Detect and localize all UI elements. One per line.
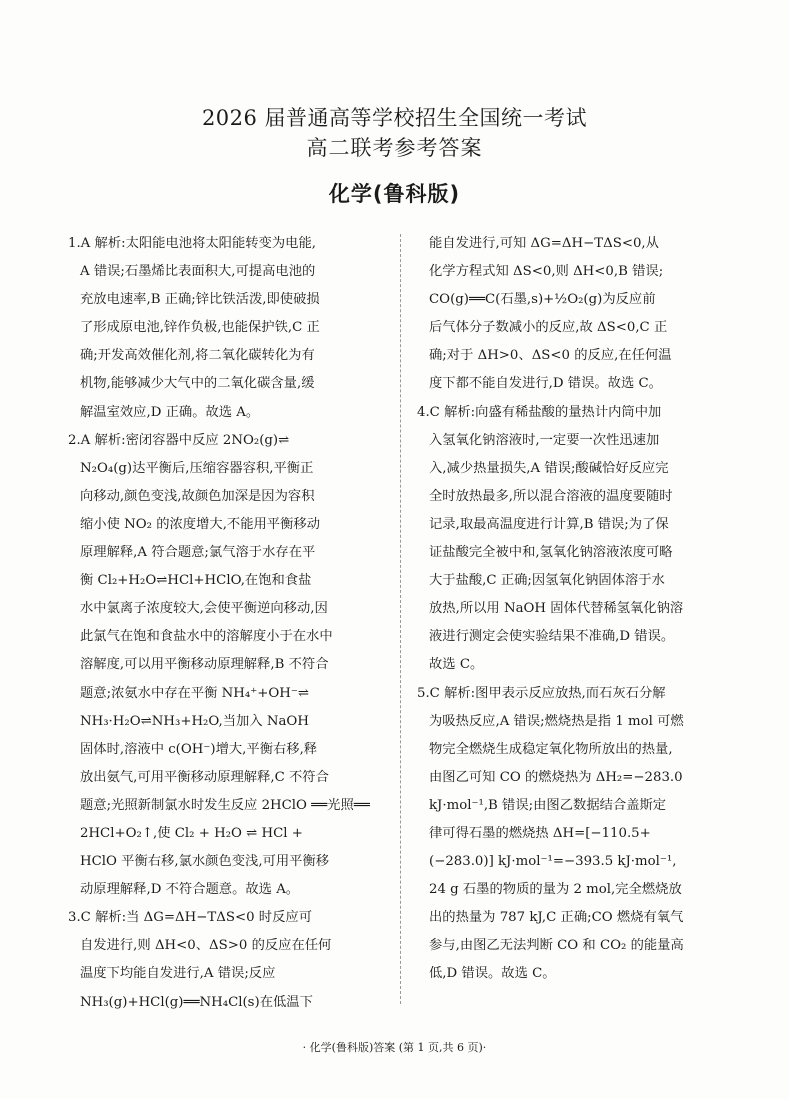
column-divider <box>400 234 401 1004</box>
text-line: 2.A 解析:密闭容器中反应 2NO₂(g)⇌ <box>68 432 290 448</box>
left-column <box>68 230 384 1017</box>
text-line: 题意;光照新制氯水时发生反应 2HClO ══光照══ <box>80 797 370 813</box>
text-line: 机物,能够减少大气中的二氧化碳含量,缓 <box>80 376 315 392</box>
text-line: 全时放热最多,所以混合溶液的温度要随时 <box>429 488 673 504</box>
text-line: 温度下均能自发进行,A 错误;反应 <box>80 966 276 982</box>
text-line: 固体时,溶液中 c(OH⁻)增大,平衡右移,释 <box>80 741 318 757</box>
text-line: 度下都不能自发进行,D 错误。故选 C。 <box>429 376 662 392</box>
text-line: 题意;浓氨水中存在平衡 NH₄⁺+OH⁻⇌ <box>80 685 310 701</box>
text-line: 原理解释,A 符合题意;氯气溶于水存在平 <box>80 545 316 561</box>
text-line: 放出氨气,可用平衡移动原理解释,C 不符合 <box>80 769 329 785</box>
text-line: 3.C 解析:当 ΔG=ΔH−TΔS<0 时反应可 <box>68 910 312 926</box>
text-line: 缩小使 NO₂ 的浓度增大,不能用平衡移动 <box>80 516 320 532</box>
text-line: 参与,由图乙无法判断 CO 和 CO₂ 的能量高 <box>429 938 684 954</box>
text-line: 出的热量为 787 kJ,C 正确;CO 燃烧有氧气 <box>429 910 684 926</box>
text-line: 溶解度,可以用平衡移动原理解释,B 不符合 <box>80 657 329 673</box>
text-line: 水中氯离子浓度较大,会使平衡逆向移动,因 <box>80 601 328 617</box>
text-line: HClO 平衡右移,氯水颜色变浅,可用平衡移 <box>80 854 330 870</box>
text-line: 充放电速率,B 正确;锌比铁活泼,即使破损 <box>80 292 320 308</box>
text-line: 低,D 错误。故选 C。 <box>429 966 556 982</box>
text-line: 衡 Cl₂+H₂O⇌HCl+HClO,在饱和食盐 <box>80 573 312 589</box>
text-line: (−283.0)] kJ·mol⁻¹=−393.5 kJ·mol⁻¹, <box>429 854 677 870</box>
text-line: NH₃·H₂O⇌NH₃+H₂O,当加入 NaOH <box>80 713 309 729</box>
text-line: 后气体分子数减小的反应,故 ΔS<0,C 正 <box>429 320 668 336</box>
text-line: 放热,所以用 NaOH 固体代替稀氢氧化钠溶 <box>429 601 684 617</box>
text-line: 向移动,颜色变浅,故颜色加深是因为容积 <box>80 488 315 504</box>
text-line: 动原理解释,D 不符合题意。故选 A。 <box>80 882 300 898</box>
text-line: 确;开发高效催化剂,将二氧化碳转化为有 <box>80 348 315 364</box>
text-line: 大于盐酸,C 正确;因氢氧化钠固体溶于水 <box>429 573 665 589</box>
subject-title: 化学(鲁科版) <box>328 182 461 206</box>
page-footer: · 化学(鲁科版)答案 (第 1 页,共 6 页)· <box>302 1041 487 1054</box>
text-line: 解温室效应,D 正确。故选 A。 <box>80 404 260 420</box>
text-line: 了形成原电池,锌作负极,也能保护铁,C 正 <box>80 320 320 336</box>
text-line: 物完全燃烧生成稳定氧化物所放出的热量, <box>429 741 673 757</box>
text-line: 由图乙可知 CO 的燃烧热为 ΔH₂=−283.0 <box>429 769 683 785</box>
text-line: 化学方程式知 ΔS<0,则 ΔH<0,B 错误; <box>429 264 664 280</box>
text-line: 能自发进行,可知 ΔG=ΔH−TΔS<0,从 <box>429 236 659 251</box>
text-line: 此氯气在饱和食盐水中的溶解度小于在水中 <box>80 629 333 645</box>
text-line: 确;对于 ΔH>0、ΔS<0 的反应,在任何温 <box>429 348 672 364</box>
text-line: CO(g)══C(石墨,s)+½O₂(g)为反应前 <box>429 292 656 308</box>
text-line: 证盐酸完全被中和,氢氧化钠溶液浓度可略 <box>429 545 673 561</box>
text-line: kJ·mol⁻¹,B 错误;由图乙数据结合盖斯定 <box>429 797 667 813</box>
text-line: 24 g 石墨的物质的量为 2 mol,完全燃烧放 <box>429 882 682 898</box>
text-line: 为吸热反应,A 错误;燃烧热是指 1 mol 可燃 <box>429 713 684 729</box>
text-line: 5.C 解析:图甲表示反应放热,而石灰石分解 <box>417 685 666 701</box>
text-line: 律可得石墨的燃烧热 ΔH=[−110.5+ <box>429 825 651 841</box>
exam-title: 2026 届普通高等学校招生全国统一考试 <box>201 106 588 130</box>
answer-key-title: 高二联考参考答案 <box>306 136 483 160</box>
text-line: 自发进行,则 ΔH<0、ΔS>0 的反应在任何 <box>80 938 332 954</box>
text-line: 液进行测定会使实验结果不准确,D 错误。 <box>429 629 675 645</box>
text-line: 故选 C。 <box>429 657 484 673</box>
text-line: 4.C 解析:向盛有稀盐酸的量热计内筒中加 <box>417 404 662 420</box>
text-line: 2HCl+O₂↑,使 Cl₂ + H₂O ⇌ HCl + <box>80 825 303 841</box>
text-line: N₂O₄(g)达平衡后,压缩容器容积,平衡正 <box>80 460 314 476</box>
text-line: A 错误;石墨烯比表面积大,可提高电池的 <box>80 264 316 280</box>
text-line: 记录,取最高温度进行计算,B 错误;为了保 <box>429 516 669 532</box>
right-column <box>417 230 727 989</box>
text-line: NH₃(g)+HCl(g)══NH₄Cl(s)在低温下 <box>80 994 313 1010</box>
text-line: 入,减少热量损失,A 错误;酸碱恰好反应完 <box>429 460 669 476</box>
text-line: 1.A 解析:太阳能电池将太阳能转变为电能, <box>68 236 316 251</box>
text-line: 入氢氧化钠溶液时,一定要一次性迅速加 <box>429 432 660 448</box>
